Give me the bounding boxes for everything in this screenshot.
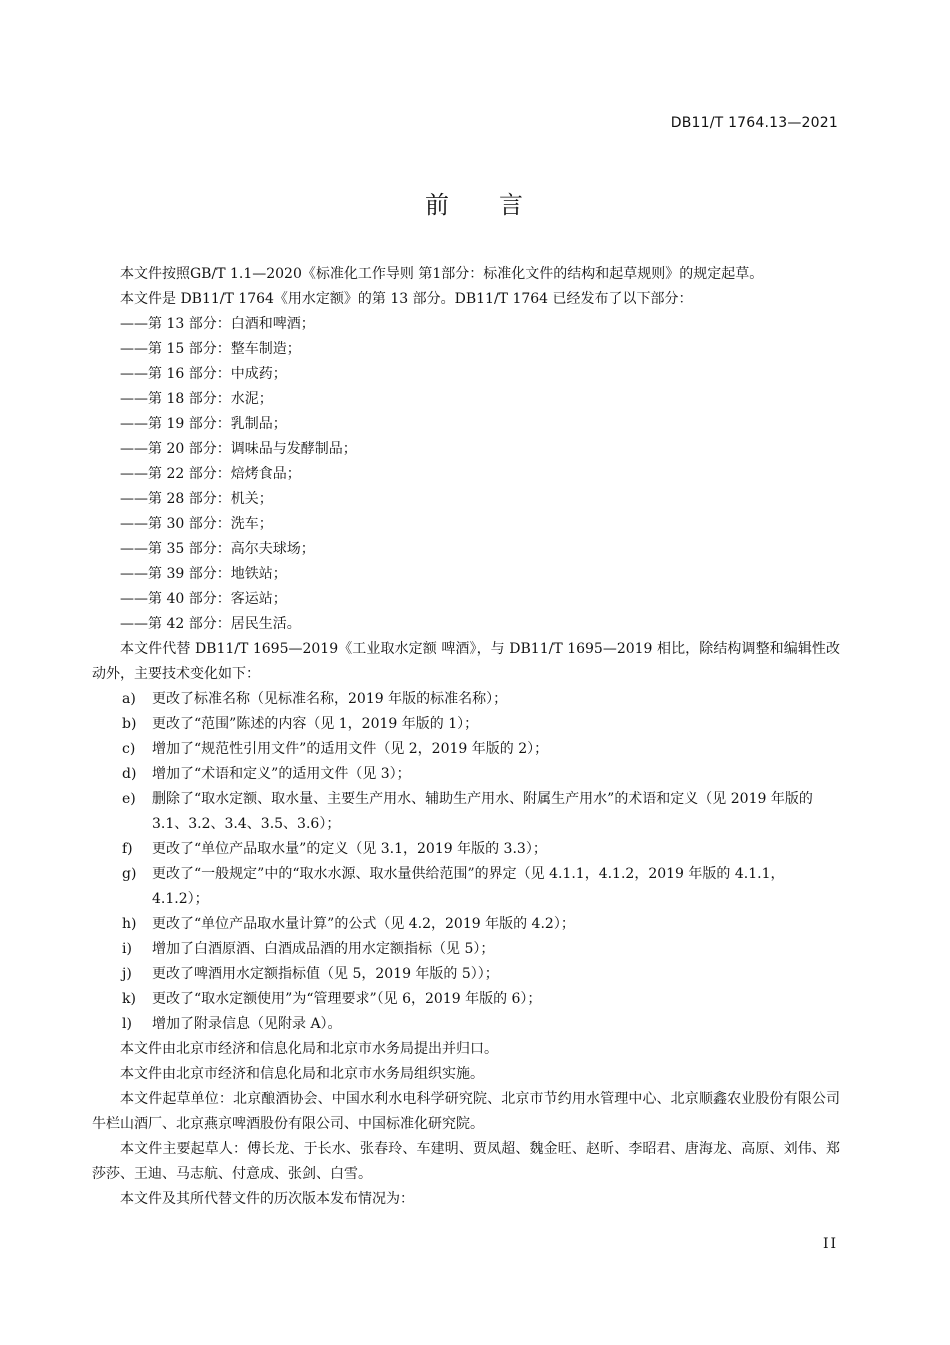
parts-list bbox=[92, 312, 840, 637]
list-item: ——第 42 部分：居民生活。 bbox=[120, 616, 301, 632]
list-item: ——第 40 部分：客运站； bbox=[120, 591, 287, 607]
list-item bbox=[122, 712, 840, 737]
intro-paragraph-1: 本文件按照GB/T 1.1—2020《标准化工作导则 第1部分：标准化文件的结构和起草规则》的规定起草。 bbox=[120, 266, 764, 282]
list-item bbox=[122, 837, 840, 862]
item-text: 增加了“术语和定义”的适用文件（见 3）； bbox=[152, 766, 411, 782]
item-text: 更改了“一般规定”中的“取水水源、取水量供给范围”的界定（见 4.1.1，4.1.2，2019 年版的 4.1.1，4.1.2）； bbox=[152, 866, 785, 907]
list-item: ——第 18 部分：水泥； bbox=[120, 391, 273, 407]
document-number: DB11/T 1764.13—2021 bbox=[670, 115, 838, 131]
list-item: ——第 20 部分：调味品与发酵制品； bbox=[120, 441, 357, 457]
item-label: c) bbox=[122, 741, 136, 757]
page-number: II bbox=[822, 1236, 838, 1252]
list-item bbox=[122, 987, 840, 1012]
item-label: h) bbox=[122, 916, 137, 932]
item-label: k) bbox=[122, 991, 136, 1007]
item-text: 更改了啤酒用水定额指标值（见 5，2019 年版的 5））； bbox=[152, 966, 499, 982]
replace-paragraph: 本文件代替 DB11/T 1695—2019《工业取水定额 啤酒》，与 DB11/T 1695—2019 相比，除结构调整和编辑性改动外，主要技术变化如下： bbox=[92, 641, 840, 682]
item-text: 删除了“取水定额、取水量、主要生产用水、辅助生产用水、附属生产用水”的术语和定义（见 2019 年版的 3.1、3.2、3.4、3.5、3.6）； bbox=[152, 791, 813, 832]
item-label: l) bbox=[122, 1016, 132, 1032]
list-item bbox=[122, 862, 840, 912]
list-item: ——第 35 部分：高尔夫球场； bbox=[120, 541, 315, 557]
list-item bbox=[122, 937, 840, 962]
history-paragraph: 本文件及其所代替文件的历次版本发布情况为： bbox=[120, 1191, 414, 1207]
title-char-1: 前 bbox=[425, 191, 451, 219]
list-item: ——第 30 部分：洗车； bbox=[120, 516, 273, 532]
page-title bbox=[0, 185, 950, 220]
item-text: 更改了标准名称（见标准名称，2019 年版的标准名称）； bbox=[152, 691, 508, 707]
list-item bbox=[122, 787, 840, 837]
list-item: ——第 39 部分：地铁站； bbox=[120, 566, 287, 582]
item-text: 更改了“取水定额使用”为“管理要求”（见 6，2019 年版的 6）； bbox=[152, 991, 542, 1007]
item-text: 更改了“范围”陈述的内容（见 1，2019 年版的 1）； bbox=[152, 716, 479, 732]
list-item bbox=[122, 737, 840, 762]
closing-paragraph-2: 本文件由北京市经济和信息化局和北京市水务局组织实施。 bbox=[120, 1066, 484, 1082]
drafting-units-paragraph: 本文件起草单位：北京酿酒协会、中国水利水电科学研究院、北京市节约用水管理中心、北京顺鑫农业股份有限公司牛栏山酒厂、北京燕京啤酒股份有限公司、中国标准化研究院。 bbox=[92, 1091, 840, 1132]
item-text: 增加了附录信息（见附录 A）。 bbox=[152, 1016, 342, 1032]
item-label: e) bbox=[122, 791, 136, 807]
list-item: ——第 28 部分：机关； bbox=[120, 491, 273, 507]
item-label: i) bbox=[122, 941, 132, 957]
item-label: d) bbox=[122, 766, 137, 782]
list-item bbox=[122, 687, 840, 712]
item-label: f) bbox=[122, 841, 133, 857]
document-body bbox=[92, 262, 840, 1212]
list-item: ——第 13 部分：白酒和啤酒； bbox=[120, 316, 315, 332]
drafters-paragraph: 本文件主要起草人：傅长龙、于长水、张春玲、车建明、贾凤超、魏金旺、赵昕、李昭君、唐海龙、高原、刘伟、郑莎莎、王迪、马志航、付意成、张剑、白雪。 bbox=[92, 1141, 840, 1182]
list-item bbox=[122, 912, 840, 937]
list-item bbox=[122, 762, 840, 787]
item-text: 更改了“单位产品取水量计算”的公式（见 4.2，2019 年版的 4.2）； bbox=[152, 916, 575, 932]
list-item bbox=[122, 962, 840, 987]
intro-paragraph-2: 本文件是 DB11/T 1764《用水定额》的第 13 部分。DB11/T 1764 已经发布了以下部分： bbox=[120, 291, 693, 307]
list-item bbox=[122, 1012, 840, 1037]
item-text: 增加了白酒原酒、白酒成品酒的用水定额指标（见 5）； bbox=[152, 941, 495, 957]
list-item: ——第 19 部分：乳制品； bbox=[120, 416, 287, 432]
changes-list bbox=[92, 687, 840, 1037]
title-char-2: 言 bbox=[499, 191, 525, 219]
closing-paragraph-1: 本文件由北京市经济和信息化局和北京市水务局提出并归口。 bbox=[120, 1041, 498, 1057]
list-item: ——第 22 部分：焙烤食品； bbox=[120, 466, 301, 482]
item-label: g) bbox=[122, 866, 137, 882]
item-text: 更改了“单位产品取水量”的定义（见 3.1，2019 年版的 3.3）； bbox=[152, 841, 547, 857]
item-label: b) bbox=[122, 716, 137, 732]
item-text: 增加了“规范性引用文件”的适用文件（见 2，2019 年版的 2）； bbox=[152, 741, 549, 757]
list-item: ——第 16 部分：中成药； bbox=[120, 366, 287, 382]
item-label: a) bbox=[122, 691, 136, 707]
item-label: j) bbox=[122, 966, 132, 982]
list-item: ——第 15 部分：整车制造； bbox=[120, 341, 301, 357]
